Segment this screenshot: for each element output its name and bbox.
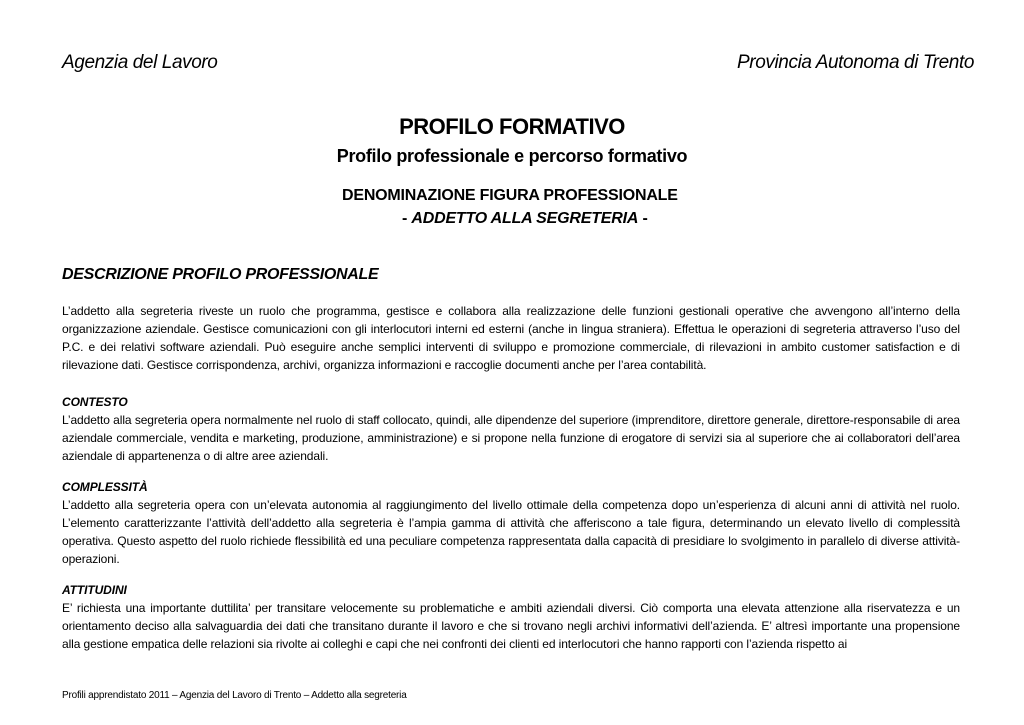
complessita-section (62, 478, 960, 568)
document-subtitle: Profilo professionale e percorso formativo (336, 146, 688, 166)
figure-name (402, 210, 648, 228)
description-paragraph: L’addetto alla segreteria riveste un ruolo che programma, gestisce e collabora alla realizzazione delle funzioni gestionali operative che avvengono all’interno della organizzazione aziendale. Gestisce comunicazioni con gli interlocutori interni ed esterni (anche in lingua straniera). Effettua le operazioni di segreteria attraverso l’uso del P.C. e dei relativi software aziendali. Può eseguire anche semplici interventi di sviluppo e promozione commerciale, di rilevazioni in ambito customer satisfaction e di rilevazione dati. Gestisce corrispondenza, archivi, organizza informazioni e raccoglie documenti anche per l’area contabilità. (62, 304, 960, 372)
contesto-heading: CONTESTO (62, 395, 128, 409)
header-agency: Agenzia del Lavoro (62, 52, 218, 73)
document-title: PROFILO FORMATIVO (399, 114, 625, 139)
section-title: DESCRIZIONE PROFILO PROFESSIONALE (62, 266, 379, 283)
complessita-heading: COMPLESSITÀ (62, 480, 148, 494)
figure-suffix: - (638, 210, 648, 227)
attitudini-heading: ATTITUDINI (62, 583, 127, 597)
figure-title: ADDETTO ALLA SEGRETERIA (411, 210, 639, 227)
header-province: Provincia Autonoma di Trento (737, 52, 974, 73)
denomination-label: DENOMINAZIONE FIGURA PROFESSIONALE (342, 187, 678, 204)
contesto-section (62, 393, 960, 465)
attitudini-text: E’ richiesta una importante duttilita’ per transitare velocemente su problematiche e ambiti aziendali diversi. Ciò comporta una elevata attenzione alla riservatezza e un orientamento deciso alla salvaguardia dei dati che transitano durante il lavoro e che si trovano negli archivi informativi dell’azienda. E’ altresì importante una propensione alla gestione empatica delle relazioni sia rivolte ai colleghi e capi che nei confronti dei clienti ed interlocutori che hanno rapporti con l’azienda rispetto ai (62, 601, 960, 651)
contesto-text: L’addetto alla segreteria opera normalmente nel ruolo di staff collocato, quindi, alle dipendenze del superiore (imprenditore, direttore generale, direttore-responsabile di area aziendale commerciale, vendita e marketing, produzione, amministrazione) e si propone nella funzione di erogatore di servizi sia al superiore che ai collaboratori dell’area aziendale di appartenenza o di altre aree aziendali. (62, 413, 960, 463)
figure-prefix: - (402, 210, 412, 227)
attitudini-section (62, 581, 960, 653)
page-footer: Profili apprendistato 2011 – Agenzia del Lavoro di Trento – Addetto alla segreteria (62, 690, 407, 701)
complessita-text: L’addetto alla segreteria opera con un’elevata autonomia al raggiungimento del livello ottimale della competenza dopo un’esperienza di alcuni anni di attività nel ruolo. L’elemento caratterizzante l’attività dell’addetto alla segreteria è l’ampia gamma di attività che afferiscono a tale figura, determinando un elevato livello di complessità operativa. Questo aspetto del ruolo richiede flessibilità ed una peculiare competenza rappresentata dalla capacità di presidiare lo svolgimento in parallelo di diverse attività-operazioni. (62, 498, 960, 566)
